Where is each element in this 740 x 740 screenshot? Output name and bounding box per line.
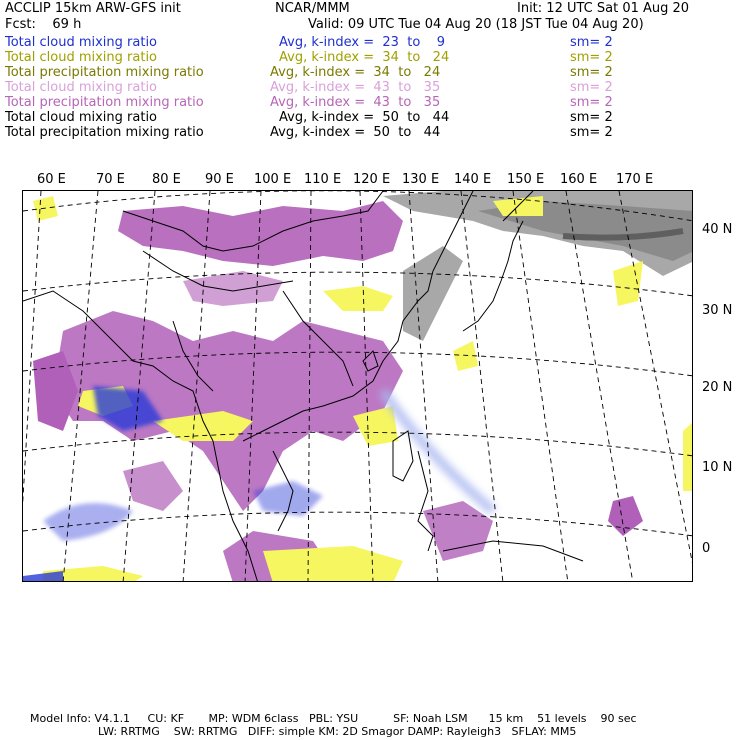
legend-sm: sm= 2 xyxy=(570,110,613,125)
legend-row xyxy=(5,65,735,80)
legend-sm: sm= 2 xyxy=(570,125,613,140)
valid-time: Valid: 09 UTC Tue 04 Aug 20 (18 JST Tue 04 Aug 20) xyxy=(308,17,644,32)
lon-label: 90 E xyxy=(205,172,234,187)
legend-field-name: Total cloud mixing ratio xyxy=(5,50,158,65)
legend-field-name: Total precipitation mixing ratio xyxy=(5,125,204,140)
model-title: ACCLIP 15km ARW-GFS init xyxy=(5,1,181,16)
lon-label: 80 E xyxy=(152,172,181,187)
legend-avg: Avg, k-index = 34 to 24 xyxy=(279,50,450,65)
lon-label: 160 E xyxy=(560,172,598,187)
lon-label: 120 E xyxy=(353,172,391,187)
forecast-hour: Fcst: 69 h xyxy=(5,17,82,32)
legend-avg: Avg, k-index = 43 to 35 xyxy=(270,95,441,110)
legend-field-name: Total precipitation mixing ratio xyxy=(5,65,204,80)
legend-row xyxy=(5,50,735,65)
legend-avg: Avg, k-index = 43 to 35 xyxy=(270,80,441,95)
lat-label: 10 N xyxy=(702,460,733,475)
legend-sm: sm= 2 xyxy=(570,65,613,80)
legend-avg: Avg, k-index = 23 to 9 xyxy=(279,35,446,50)
legend-sm: sm= 2 xyxy=(570,80,613,95)
legend-row xyxy=(5,125,735,140)
model-info-line-2: LW: RRTMG SW: RRTMG DIFF: simple KM: 2D Smagor DAMP: Rayleigh3 SFLAY: MM5 xyxy=(98,725,577,738)
lat-label: 0 xyxy=(702,541,711,556)
lon-label: 140 E xyxy=(454,172,492,187)
lon-label: 110 E xyxy=(304,172,342,187)
legend-avg: Avg, k-index = 50 to 44 xyxy=(270,125,441,140)
legend-row xyxy=(5,80,735,95)
lon-label: 130 E xyxy=(402,172,440,187)
map-canvas xyxy=(23,191,693,582)
lat-label: 30 N xyxy=(702,303,733,318)
lon-label: 70 E xyxy=(96,172,125,187)
lat-label: 40 N xyxy=(702,222,733,237)
lon-label: 100 E xyxy=(254,172,292,187)
lon-label: 170 E xyxy=(616,172,654,187)
legend-row xyxy=(5,110,735,125)
legend-field-name: Total cloud mixing ratio xyxy=(5,110,158,125)
legend-sm: sm= 2 xyxy=(570,50,613,65)
legend-row xyxy=(5,35,735,50)
model-info-line-1: Model Info: V4.1.1 CU: KF MP: WDM 6class PBL: YSU SF: Noah LSM 15 km 51 levels 90 sec xyxy=(30,712,637,725)
lat-label: 20 N xyxy=(702,380,733,395)
legend-row xyxy=(5,95,735,110)
legend-field-name: Total precipitation mixing ratio xyxy=(5,95,204,110)
legend-avg: Avg, k-index = 50 to 44 xyxy=(279,110,450,125)
legend-sm: sm= 2 xyxy=(570,35,613,50)
map-panel xyxy=(22,190,693,582)
lon-label: 60 E xyxy=(37,172,66,187)
legend-avg: Avg, k-index = 34 to 24 xyxy=(270,65,441,80)
legend-sm: sm= 2 xyxy=(570,95,613,110)
legend-field-name: Total cloud mixing ratio xyxy=(5,80,158,95)
lon-label: 150 E xyxy=(507,172,545,187)
center-label: NCAR/MMM xyxy=(275,1,350,16)
legend-field-name: Total cloud mixing ratio xyxy=(5,35,158,50)
init-time: Init: 12 UTC Sat 01 Aug 20 xyxy=(517,1,690,16)
